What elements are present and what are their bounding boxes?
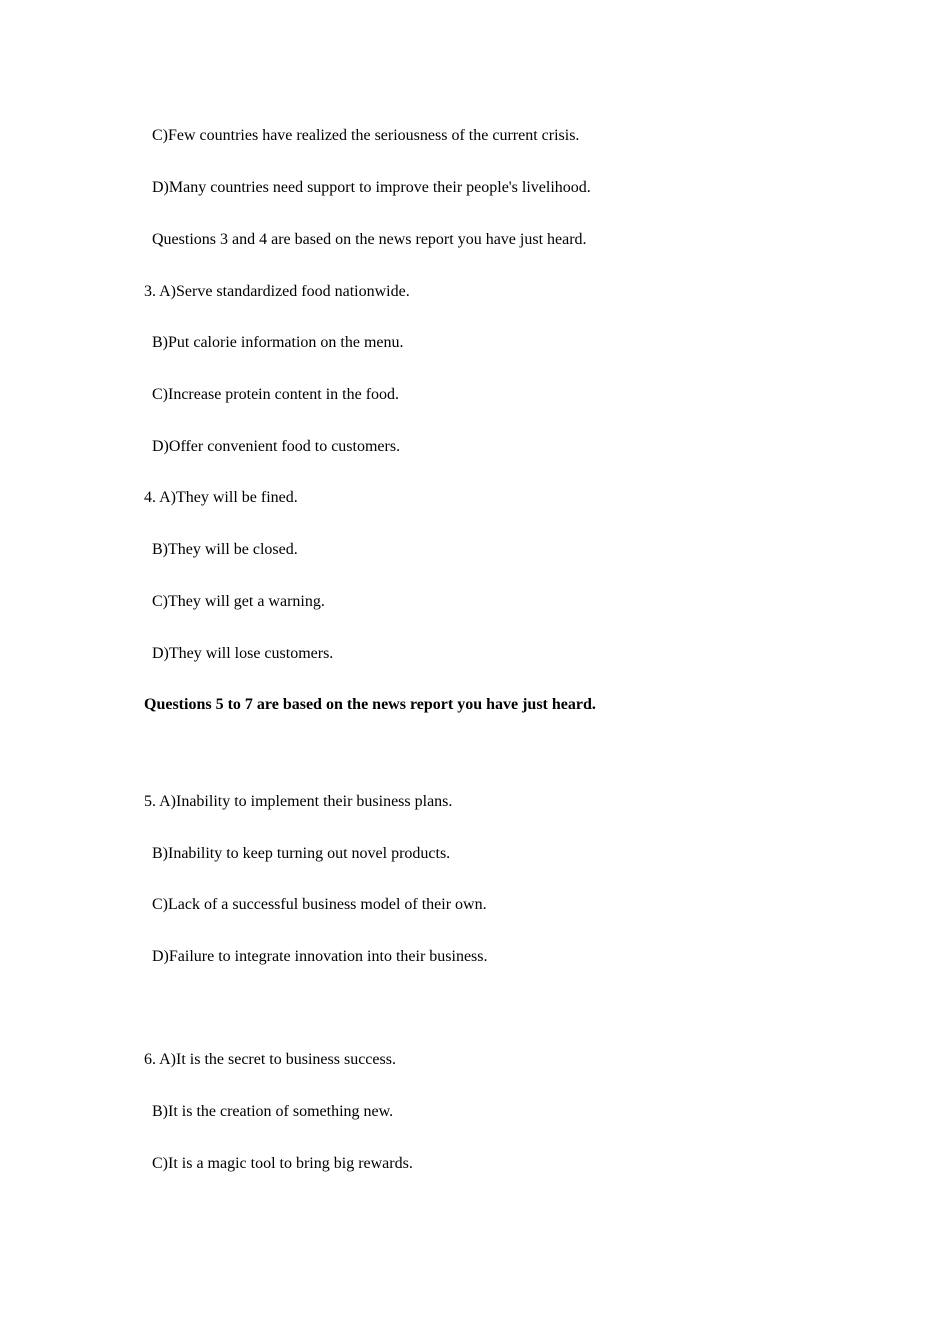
section-heading-q3-4: Questions 3 and 4 are based on the news report you have just heard.	[152, 231, 587, 248]
q3-option-d: D)Offer convenient food to customers.	[152, 438, 401, 455]
q3-option-b: B)Put calorie information on the menu.	[152, 334, 404, 351]
q3-option-a: 3. A)Serve standardized food nationwide.	[144, 283, 410, 300]
q5-option-b: B)Inability to keep turning out novel products.	[152, 845, 451, 862]
q2-option-d: D)Many countries need support to improve their people's livelihood.	[152, 179, 591, 196]
q6-option-c: C)It is a magic tool to bring big rewards.	[152, 1155, 413, 1172]
q4-option-b: B)They will be closed.	[152, 541, 298, 558]
q4-option-d: D)They will lose customers.	[152, 645, 334, 662]
q4-option-a: 4. A)They will be fined.	[144, 489, 298, 506]
section-heading-q5-7: Questions 5 to 7 are based on the news report you have just heard.	[144, 696, 596, 713]
q4-option-c: C)They will get a warning.	[152, 593, 325, 610]
q2-option-c: C)Few countries have realized the seriousness of the current crisis.	[152, 127, 580, 144]
q5-option-a: 5. A)Inability to implement their business plans.	[144, 793, 453, 810]
q5-option-d: D)Failure to integrate innovation into their business.	[152, 948, 488, 965]
q3-option-c: C)Increase protein content in the food.	[152, 386, 400, 403]
q6-option-b: B)It is the creation of something new.	[152, 1103, 394, 1120]
q6-option-a: 6. A)It is the secret to business success.	[144, 1051, 396, 1068]
q5-option-c: C)Lack of a successful business model of their own.	[152, 896, 487, 913]
